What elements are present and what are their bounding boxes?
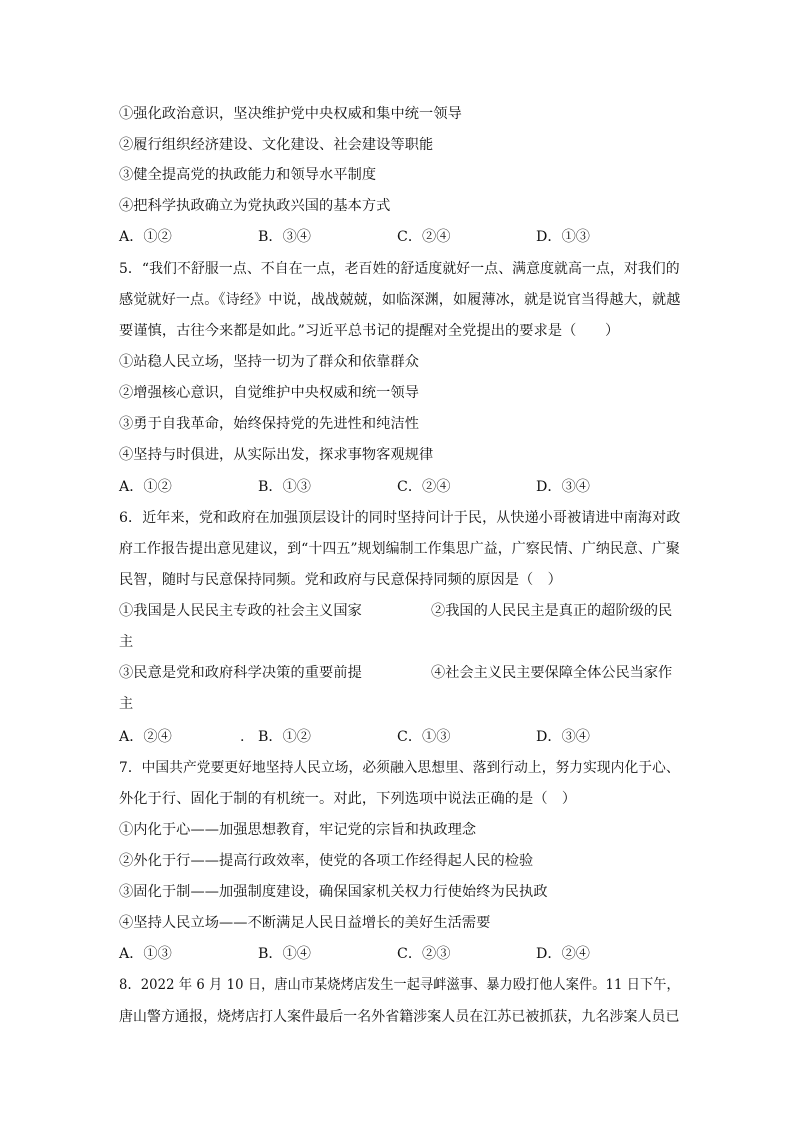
q4-item-3: ③健全提高党的执政能力和领导水平制度	[119, 167, 377, 183]
q5-stem-line-2: 感觉就好一点。《诗经》中说，战战兢兢，如临深渊，如履薄冰，就是说官当得越大，就越	[119, 292, 681, 308]
q5-item-1: ①站稳人民立场，坚持一切为了群众和依靠群众	[119, 354, 420, 370]
q7-option-c: C．②③	[397, 946, 451, 962]
q5-item-3: ③勇于自我革命，始终保持党的先进性和纯洁性	[119, 416, 420, 432]
q6-option-a: A．②④	[119, 729, 172, 745]
q6-option-b: B．①②	[258, 729, 311, 745]
q6-item-3: ③民意是党和政府科学决策的重要前提	[119, 665, 362, 681]
q5-stem-line-1: 5．“我们不舒服一点、不自在一点，老百姓的舒适度就好一点、满意度就高一点，对我们的	[119, 261, 680, 277]
q5-option-d: D．③④	[536, 479, 590, 495]
q6-stem-line-3: 民智，随时与民意保持同频。党和政府与民意保持同频的原因是（ ）	[119, 572, 562, 588]
q4-option-d: D．①③	[536, 229, 590, 245]
q4-item-1: ①强化政治意识，坚决维护党中央权威和集中统一领导	[119, 106, 462, 122]
q7-item-2: ②外化于行——提高行政效率，使党的各项工作经得起人民的检验	[119, 853, 534, 869]
q6-stem-line-2: 府工作报告提出意见建议，到“十四五”规划编制工作集思广益，广察民情、广纳民意、广聚	[119, 541, 680, 557]
q5-option-a: A．①②	[119, 479, 172, 495]
q6-option-d: D．③④	[536, 729, 590, 745]
q6-item-4: ④社会主义民主要保障全体公民当家作	[431, 665, 673, 681]
q7-stem-line-2: 外化于行、固化于制的有机统一。对此，下列选项中说法正确的是（ ）	[119, 791, 577, 807]
q4-item-2: ②履行组织经济建设、文化建设、社会建设等职能	[119, 137, 434, 153]
q4-option-c: C．②④	[397, 229, 451, 245]
q7-item-1: ①内化于心——加强思想教育，牢记党的宗旨和执政理念	[119, 822, 477, 838]
q6-item-2-wrap: 主	[119, 634, 134, 650]
q7-item-3: ③固化于制——加强制度建设，确保国家机关权力行使始终为民执政	[119, 884, 548, 900]
q7-stem-line-1: 7．中国共产党要更好地坚持人民立场，必须融入思想里、落到行动上，努力实现内化于心、	[119, 760, 680, 776]
q6-item-1: ①我国是人民民主专政的社会主义国家	[119, 603, 362, 619]
q8-stem-line-2: 唐山警方通报，烧烤店打人案件最后一名外省籍涉案人员在江苏已被抓获，九名涉案人员已	[119, 1009, 680, 1025]
q7-option-d: D．②④	[536, 946, 590, 962]
q6-option-c: C．①③	[397, 729, 451, 745]
q4-option-a: A．①②	[119, 229, 172, 245]
q7-option-a: A．①③	[119, 946, 172, 962]
q5-stem-line-3: 要谨慎，古往今来都是如此。”习近平总书记的提醒对全党提出的要求是（ ）	[119, 323, 620, 339]
q7-item-4: ④坚持人民立场——不断满足人民日益增长的美好生活需要	[119, 915, 491, 931]
q6-stem-line-1: 6．近年来，党和政府在加强顶层设计的同时坚持问计于民，从快递小哥被请进中南海对政	[119, 510, 681, 526]
q5-option-c: C．②④	[397, 479, 451, 495]
q5-option-b: B．①③	[258, 479, 311, 495]
q5-item-2: ②增强核心意识，自觉维护中央权威和统一领导	[119, 385, 420, 401]
q7-option-b: B．①④	[258, 946, 311, 962]
q6-item-2: ②我国的人民民主是真正的超阶级的民	[431, 603, 673, 619]
q4-item-4: ④把科学执政确立为党执政兴国的基本方式	[119, 198, 391, 214]
q6-stray-mark: .	[240, 729, 245, 745]
q4-option-b: B．③④	[258, 229, 311, 245]
q6-item-4-wrap: 主	[119, 696, 134, 712]
q5-item-4: ④坚持与时俱进，从实际出发，探求事物客观规律	[119, 447, 434, 463]
q8-stem-line-1: 8．2022 年 6 月 10 日，唐山市某烧烤店发生一起寻衅滋事、暴力殴打他人案件。11 日下午，	[119, 977, 680, 993]
